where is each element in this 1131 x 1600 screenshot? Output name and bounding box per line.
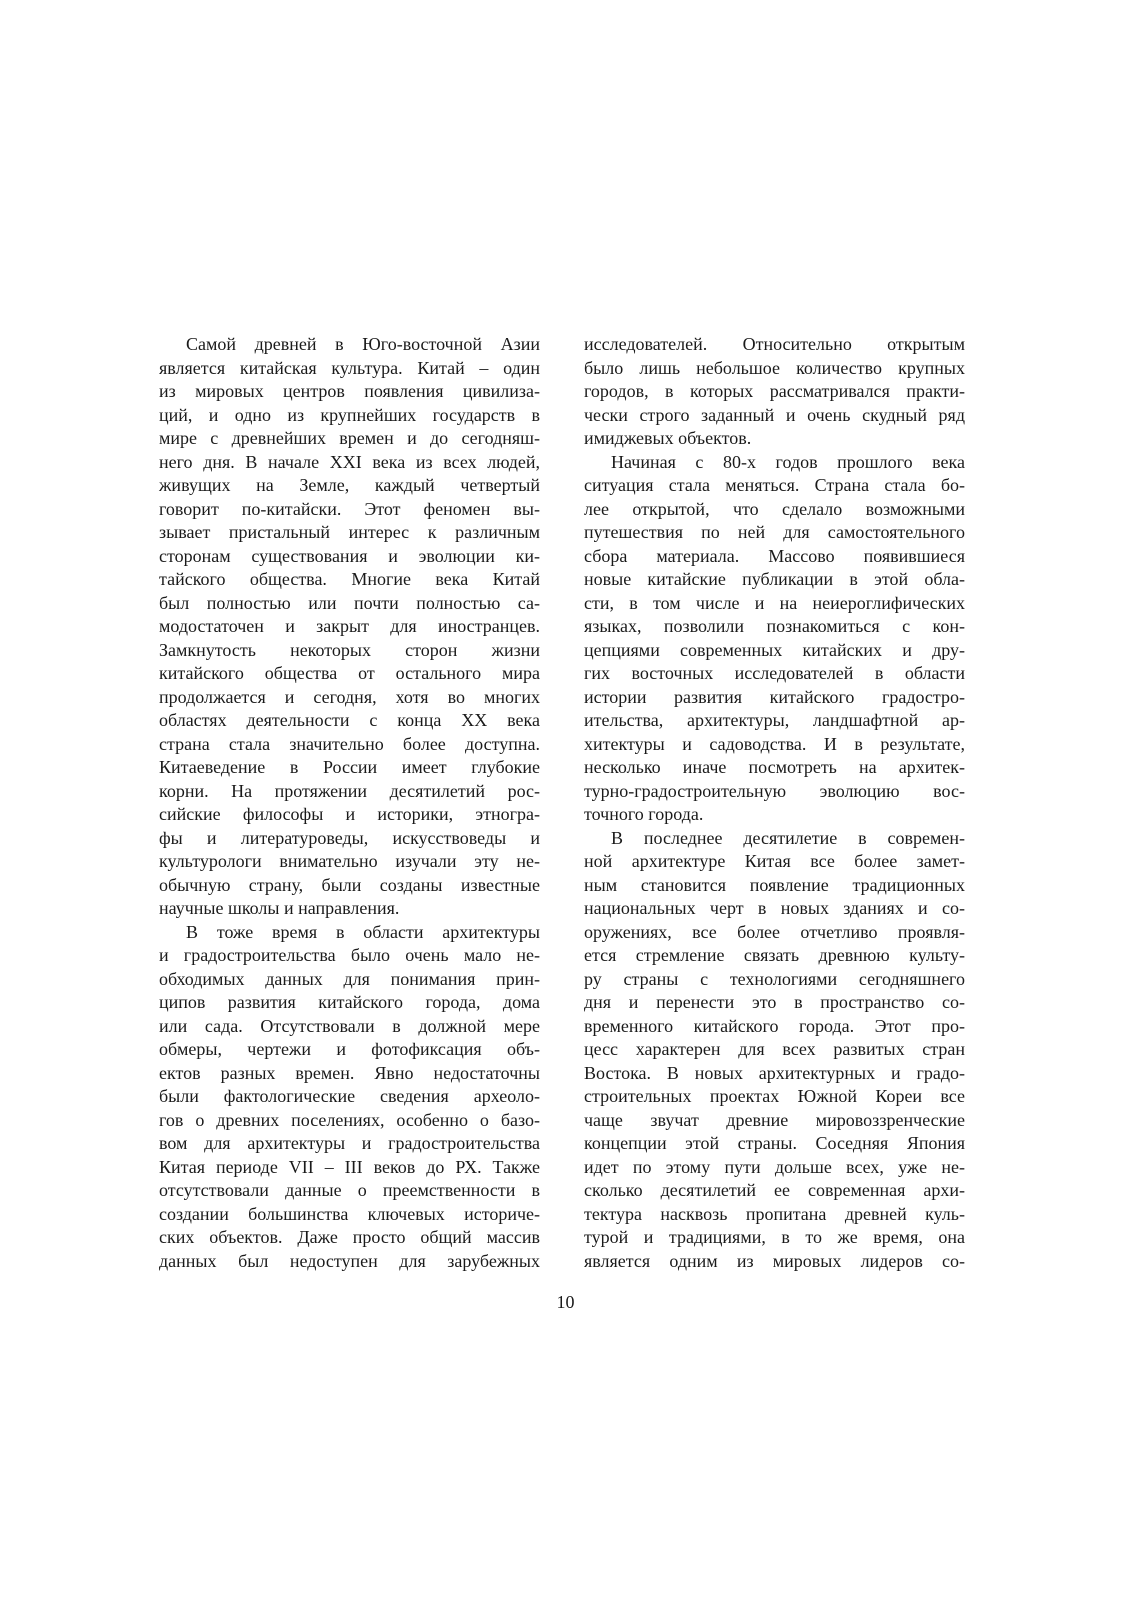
text-line: ется стремление связать древнюю культу- — [584, 945, 965, 965]
text-line: сийские философы и историки, этногра- — [159, 804, 540, 824]
text-line: вом для архитектуры и градостроительства — [159, 1133, 540, 1153]
text-line: него дня. В начале XXI века из всех людей, — [159, 451, 540, 472]
text-line: имиджевых объектов. — [584, 428, 752, 448]
text-line: гов о древних поселениях, особенно о базо- — [159, 1109, 540, 1130]
text-line: страна стала значительно более доступна. — [159, 733, 540, 754]
text-line: цепциями современных китайских и дру- — [584, 639, 965, 660]
text-line: временного китайского города. Этот про- — [584, 1015, 965, 1036]
text-line: продолжается и сегодня, хотя во многих — [159, 686, 540, 707]
text-line: Востока. В новых архитектурных и градо- — [584, 1062, 965, 1083]
text-line: корни. На протяжении десятилетий рос- — [159, 780, 540, 801]
text-line: и градостроительства было очень мало не- — [159, 945, 540, 965]
text-line: модостаточен и закрыт для иностранцев. — [159, 616, 540, 636]
text-line: ным становится появление традиционных — [584, 874, 965, 895]
text-line: было лишь небольшое количество крупных — [584, 357, 965, 378]
text-line: хитектуры и садоводства. И в результате, — [584, 733, 965, 754]
text-line: данных был недоступен для зарубежных — [159, 1250, 540, 1271]
text-line: чески строго заданный и очень скудный ряд — [584, 404, 965, 425]
text-line: фы и литературоведы, искусствоведы и — [159, 827, 540, 848]
text-line: обходимых данных для понимания прин- — [159, 968, 540, 989]
text-line: создании большинства ключевых историче- — [159, 1203, 540, 1224]
text-line: строительных проектах Южной Кореи все — [584, 1086, 965, 1106]
text-line: или сада. Отсутствовали в должной мере — [159, 1015, 540, 1036]
text-line: В последнее десятилетие в современ- — [611, 827, 965, 848]
text-line: Китаеведение в России имеет глубокие — [159, 757, 540, 777]
text-line: сти, в том числе и на неиероглифических — [584, 592, 965, 613]
text-line: ских объектов. Даже просто общий массив — [159, 1227, 540, 1247]
text-line: ципов развития китайского города, дома — [159, 992, 540, 1012]
text-line: ций, и одно из крупнейших государств в — [159, 404, 540, 425]
text-line: тайского общества. Многие века Китай — [159, 569, 540, 589]
text-line: мире с древнейших времен и до сегодняш- — [159, 428, 540, 448]
text-line: лее открытой, что сделало возможными — [584, 498, 965, 519]
text-line: В тоже время в области архитектуры — [186, 921, 540, 942]
text-line: истории развития китайского градостро- — [584, 686, 965, 707]
text-line: зывает пристальный интерес к различным — [159, 522, 540, 542]
text-line: китайского общества от остального мира — [159, 663, 540, 683]
text-line: культурологи внимательно изучали эту не- — [159, 851, 540, 871]
text-line: живущих на Земле, каждый четвертый — [159, 475, 540, 495]
text-line: национальных черт в новых зданиях и со- — [584, 898, 965, 918]
text-line: исследователей. Относительно открытым — [584, 334, 965, 354]
text-line: ной архитектуре Китая все более замет- — [584, 851, 965, 871]
text-line: чаще звучат древние мировоззренческие — [584, 1109, 965, 1130]
text-line: концепции этой страны. Соседняя Япония — [584, 1133, 965, 1153]
text-line: Самой древней в Юго-восточной Азии — [186, 334, 540, 354]
text-line: является китайская культура. Китай – один — [159, 357, 540, 378]
text-line: гих восточных исследователей в области — [584, 663, 965, 683]
text-line: турно-градостроительную эволюцию вос- — [584, 780, 965, 801]
text-line: новые китайские публикации в этой обла- — [584, 569, 965, 589]
text-line: путешествия по ней для самостоятельного — [584, 522, 965, 542]
text-line: несколько иначе посмотреть на архитек- — [584, 757, 965, 777]
text-line: городов, в которых рассматривался практи- — [584, 381, 965, 401]
text-line: из мировых центров появления цивилиза- — [159, 381, 540, 401]
text-line: тектура насквозь пропитана древней куль- — [584, 1203, 965, 1224]
text-line: отсутствовали данные о преемственности в — [159, 1180, 540, 1200]
text-line: турой и традициями, в то же время, она — [584, 1227, 965, 1247]
text-line: обмеры, чертежи и фотофиксация объ- — [159, 1039, 540, 1059]
text-line: областях деятельности с конца XX века — [159, 710, 540, 730]
left-text-column — [159, 333, 540, 1273]
text-line: Замкнутость некоторых сторон жизни — [159, 639, 540, 660]
text-line: ектов разных времен. Явно недостаточны — [159, 1062, 540, 1083]
text-line: ситуация стала меняться. Страна стала бо- — [584, 475, 965, 495]
text-line: идет по этому пути дольше всех, уже не- — [584, 1156, 965, 1177]
text-line: является одним из мировых лидеров со- — [584, 1250, 965, 1271]
text-line: сторонам существования и эволюции ки- — [159, 545, 540, 566]
page-number: 10 — [556, 1292, 575, 1312]
text-line: говорит по-китайски. Этот феномен вы- — [159, 498, 540, 519]
text-line: научные школы и направления. — [159, 898, 400, 918]
text-line: сбора материала. Массово появившиеся — [584, 545, 965, 566]
text-line: был полностью или почти полностью са- — [159, 592, 540, 613]
text-line: Китая периоде VII – III веков до РХ. Также — [159, 1156, 540, 1177]
text-line: сколько десятилетий ее современная архи- — [584, 1180, 965, 1200]
text-line: были фактологические сведения археоло- — [159, 1086, 540, 1106]
text-line: языках, позволили познакомиться с кон- — [584, 616, 965, 636]
text-line: Начиная с 80-х годов прошлого века — [611, 451, 965, 472]
text-line: цесс характерен для всех развитых стран — [584, 1039, 965, 1059]
text-line: обычную страну, были созданы известные — [159, 874, 540, 895]
right-text-column — [584, 333, 965, 1273]
text-line: ительства, архитектуры, ландшафтной ар- — [584, 710, 965, 730]
text-line: точного города. — [584, 804, 704, 824]
text-line: дня и перенести это в пространство со- — [584, 992, 965, 1012]
text-line: ру страны с технологиями сегодняшнего — [584, 968, 965, 989]
text-line: оружениях, все более отчетливо проявля- — [584, 921, 965, 942]
